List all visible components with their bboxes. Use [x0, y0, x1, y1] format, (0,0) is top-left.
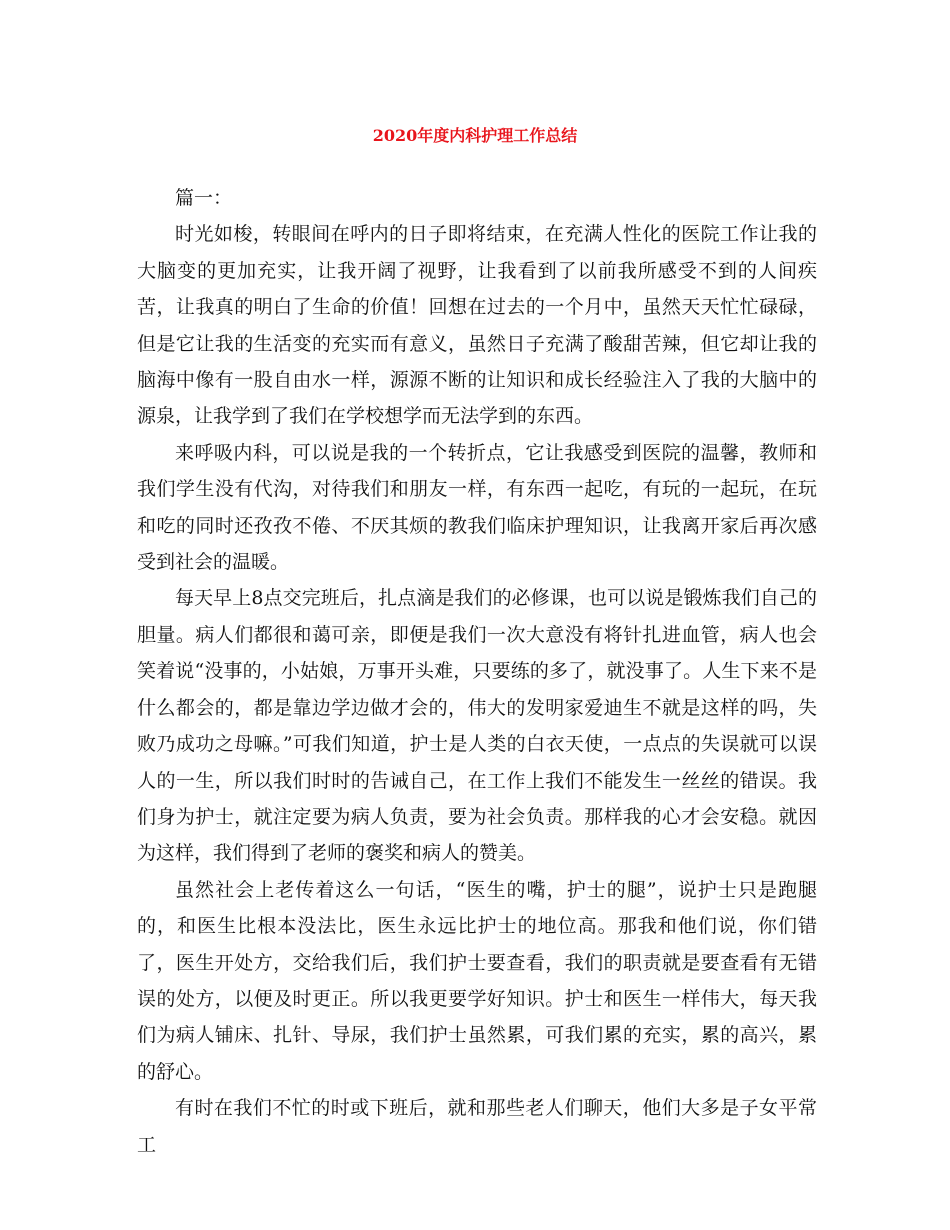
- section-label: 篇一：: [175, 187, 233, 209]
- paragraph: 来呼吸内科，可以说是我的一个转折点，它让我感受到医院的温馨，教师和我们学生没有代沟，对待我们和朋友一样，有东西一起吃，有玩的一起玩，在玩和吃的同时还孜孜不倦、不厌其烦的教我们临床护理知识，让我离开家后再次感受到社会的温暖。: [137, 441, 817, 574]
- paragraph: 每天早上8点交完班后，扎点滴是我们的必修课，也可以说是锻炼我们自己的胆量。病人们都很和蔼可亲，即便是我们一次大意没有将针扎进血管，病人也会笑着说“没事的，小姑娘，万事开头难，只要练的多了，就没事了。人生下来不是什么都会的，都是靠边学边做才会的，伟大的发明家爱迪生不就是这样的吗，失败乃成功之母嘛。”可我们知道，护士是人类的白衣天使，一点点的失误就可以误人的一生，所以我们时时的告诫自己，在工作上我们不能发生一丝丝的错误。我们身为护士，就注定要为病人负责，要为社会负责。那样我的心才会安稳。就因为这样，我们得到了老师的褒奖和病人的赞美。: [137, 587, 817, 865]
- paragraph: 虽然社会上老传着这么一句话，“医生的嘴，护士的腿”，说护士只是跑腿的，和医生比根本没法比，医生永远比护士的地位高。那我和他们说，你们错了，医生开处方，交给我们后，我们护士要查看，我们的职责就是要查看有无错误的处方，以便及时更正。所以我更要学好知识。护士和医生一样伟大，每天我们为病人铺床、扎针、导尿，我们护士虽然累，可我们累的充实，累的高兴，累的舒心。: [137, 878, 817, 1083]
- page-title: 2020年度内科护理工作总结: [372, 126, 578, 145]
- document-body: [137, 180, 817, 1163]
- paragraph: 有时在我们不忙的时或下班后，就和那些老人们聊天，他们大多是子女平常工: [137, 1097, 817, 1156]
- paragraph: 时光如梭，转眼间在呼内的日子即将结束，在充满人性化的医院工作让我的大脑变的更加充实，让我开阔了视野，让我看到了以前我所感受不到的人间疾苦，让我真的明白了生命的价值！回想在过去的一个月中，虽然天天忙忙碌碌，但是它让我的生活变的充实而有意义，虽然日子充满了酸甜苦辣，但它却让我的脑海中像有一股自由水一样，源源不断的让知识和成长经验注入了我的大脑中的源泉，让我学到了我们在学校想学而无法学到的东西。: [137, 223, 817, 428]
